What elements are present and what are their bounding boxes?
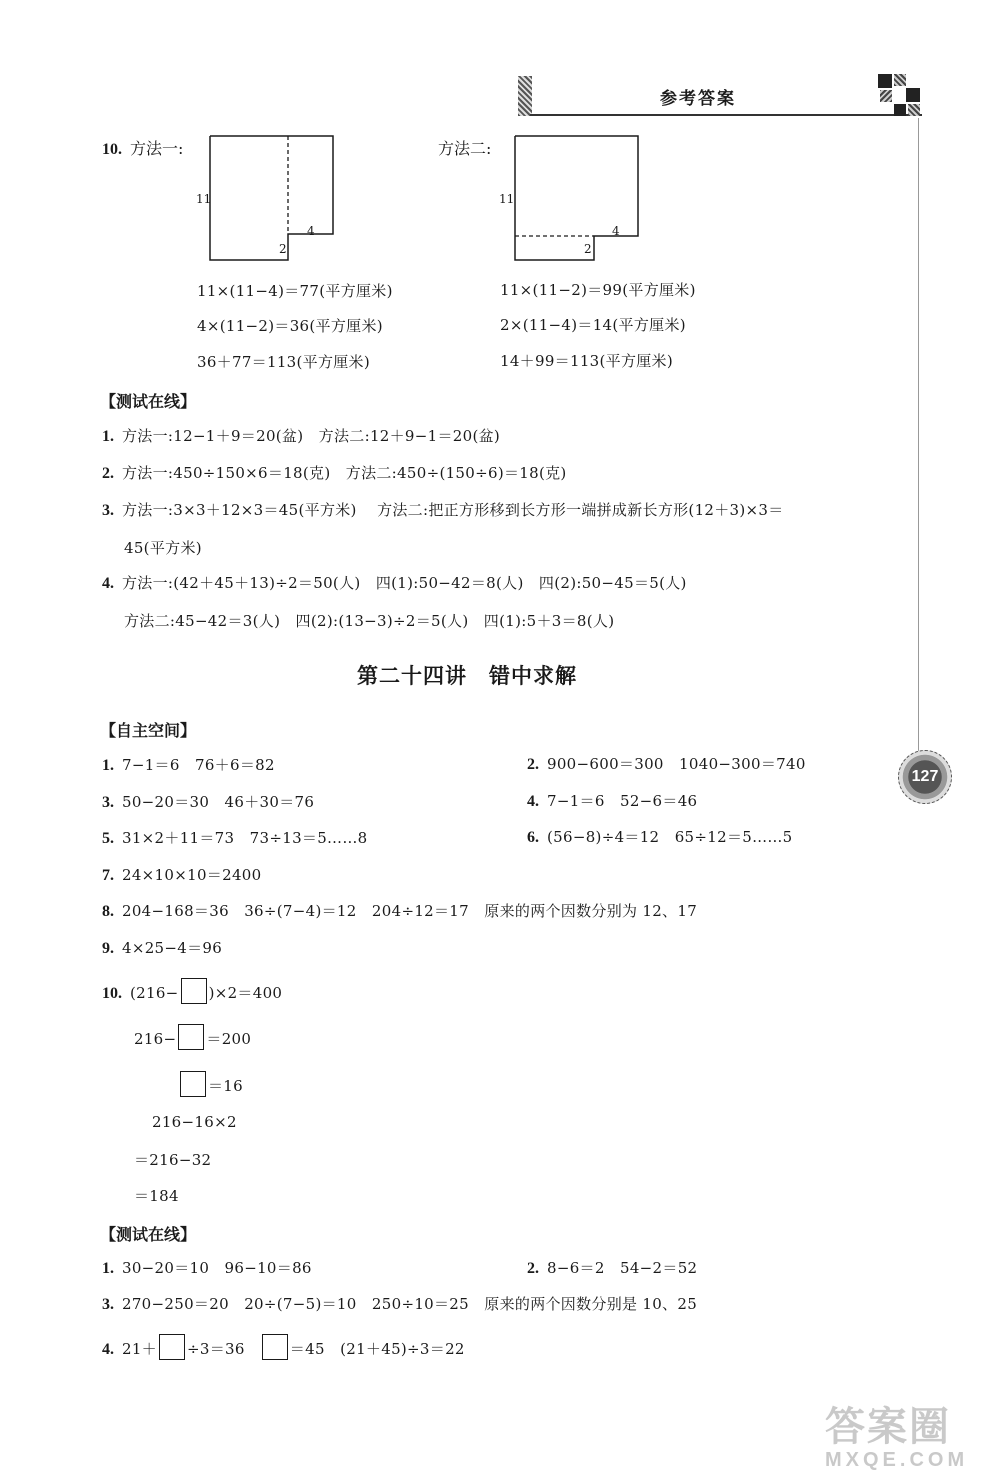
blank-box (159, 1334, 185, 1360)
self-item-7: 7. 24×10×10＝2400 (102, 866, 262, 884)
self-item-10-line-3: ＝16 (178, 1071, 243, 1097)
test1-item-2: 2. 方法一:450÷150×6＝18(克) 方法二:450÷(150÷6)＝18(克) (102, 464, 567, 482)
test1-item-1: 1. 方法一:12−1＋9＝20(盆) 方法二:12＋9−1＝20(盆) (102, 427, 501, 445)
figure2-outline (515, 136, 638, 260)
blank-box (181, 978, 207, 1004)
self-item-1: 1. 7−1＝6 76＋6＝82 (102, 756, 275, 774)
test2-item-1: 1. 30−20＝10 96−10＝86 (102, 1259, 312, 1277)
test2-item-2: 2. 8−6＝2 54−2＝52 (527, 1259, 698, 1277)
lecture-title: 第二十四讲 错中求解 (357, 664, 577, 688)
test1-item-4-continued: 方法二:45−42＝3(人) 四(2):(13−3)÷2＝5(人) 四(1):5＋3＝8(人) (124, 612, 615, 630)
test1-item-4: 4. 方法一:(42＋45＋13)÷2＝50(人) 四(1):50−42＝8(人) 四(2):50−45＝5(人) (102, 574, 687, 592)
figure1-outline (210, 136, 333, 260)
header-decoration-left (518, 76, 532, 116)
watermark-url: MXQE.COM (825, 1449, 969, 1471)
self-item-2: 2. 900−600＝300 1040−300＝740 (527, 755, 806, 773)
self-item-6: 6. (56−8)÷4＝12 65÷12＝5……5 (527, 828, 793, 846)
self-item-10-line-6: ＝184 (134, 1187, 179, 1205)
self-item-10-line-5: ＝216−32 (134, 1151, 212, 1169)
fig2-notch-height-label: 2 (584, 242, 592, 256)
fig1-notch-height-label: 2 (279, 242, 287, 256)
page-number-badge (898, 750, 952, 804)
header-rule (530, 114, 922, 116)
fig2-height-label: 11 (499, 192, 515, 206)
self-item-10-line-2: 216− ＝200 (134, 1024, 251, 1050)
test2-item-4: 4. 21＋ ÷3＝36 ＝45 (21＋45)÷3＝22 (102, 1334, 465, 1360)
method2-calc-3: 14＋99＝113(平方厘米) (500, 352, 674, 370)
self-item-3: 3. 50−20＝30 46＋30＝76 (102, 793, 315, 811)
right-margin-line (918, 118, 919, 758)
fig2-notch-width-label: 4 (612, 224, 620, 238)
figure-method2 (505, 134, 645, 264)
section-heading-test-online-1: 【测试在线】 (100, 392, 197, 411)
method2-label: 方法二: (438, 139, 492, 158)
method2-calc-2: 2×(11−4)＝14(平方厘米) (500, 316, 686, 334)
method1-calc-1: 11×(11−4)＝77(平方厘米) (197, 282, 393, 300)
watermark-text: 答案圈 (825, 1404, 951, 1450)
figure-method1 (200, 134, 340, 264)
method1-calc-3: 36＋77＝113(平方厘米) (197, 353, 371, 371)
self-item-8: 8. 204−168＝36 36÷(7−4)＝12 204÷12＝17 原来的两个因数分别为 12、17 (102, 902, 698, 920)
method1-calc-2: 4×(11−2)＝36(平方厘米) (197, 317, 383, 335)
header-corner-pattern-icon (878, 74, 922, 118)
fig1-notch-width-label: 4 (307, 224, 315, 238)
method2-calc-1: 11×(11−2)＝99(平方厘米) (500, 281, 696, 299)
test1-item-3: 3. 方法一:3×3＋12×3＝45(平方米) 方法二:把正方形移到长方形一端拼成新长方形(12＋3)×3＝ (102, 501, 784, 519)
blank-box (262, 1334, 288, 1360)
fig1-height-label: 11 (196, 192, 212, 206)
page-number: 127 (911, 768, 939, 785)
self-item-9: 9. 4×25−4＝96 (102, 939, 223, 957)
q10-fig-number: 10. 方法一: (102, 139, 184, 158)
self-item-4: 4. 7−1＝6 52−6＝46 (527, 792, 698, 810)
blank-box (178, 1024, 204, 1050)
watermark-logo (825, 1405, 995, 1475)
page-header-title: 参考答案 (660, 89, 736, 109)
section-heading-test-online-2: 【测试在线】 (100, 1225, 197, 1244)
self-item-10-line-4: 216−16×2 (152, 1113, 237, 1131)
self-item-5: 5. 31×2＋11＝73 73÷13＝5……8 (102, 829, 368, 847)
blank-box (180, 1071, 206, 1097)
section-heading-self-space: 【自主空间】 (100, 721, 197, 740)
test1-item-3-continued: 45(平方米) (124, 539, 202, 557)
method1-label: 方法一: (130, 139, 184, 158)
self-item-10-line-1: 10. (216− )×2＝400 (102, 978, 282, 1004)
test2-item-3: 3. 270−250＝20 20÷(7−5)＝10 250÷10＝25 原来的两个因数分别是 10、25 (102, 1295, 698, 1313)
